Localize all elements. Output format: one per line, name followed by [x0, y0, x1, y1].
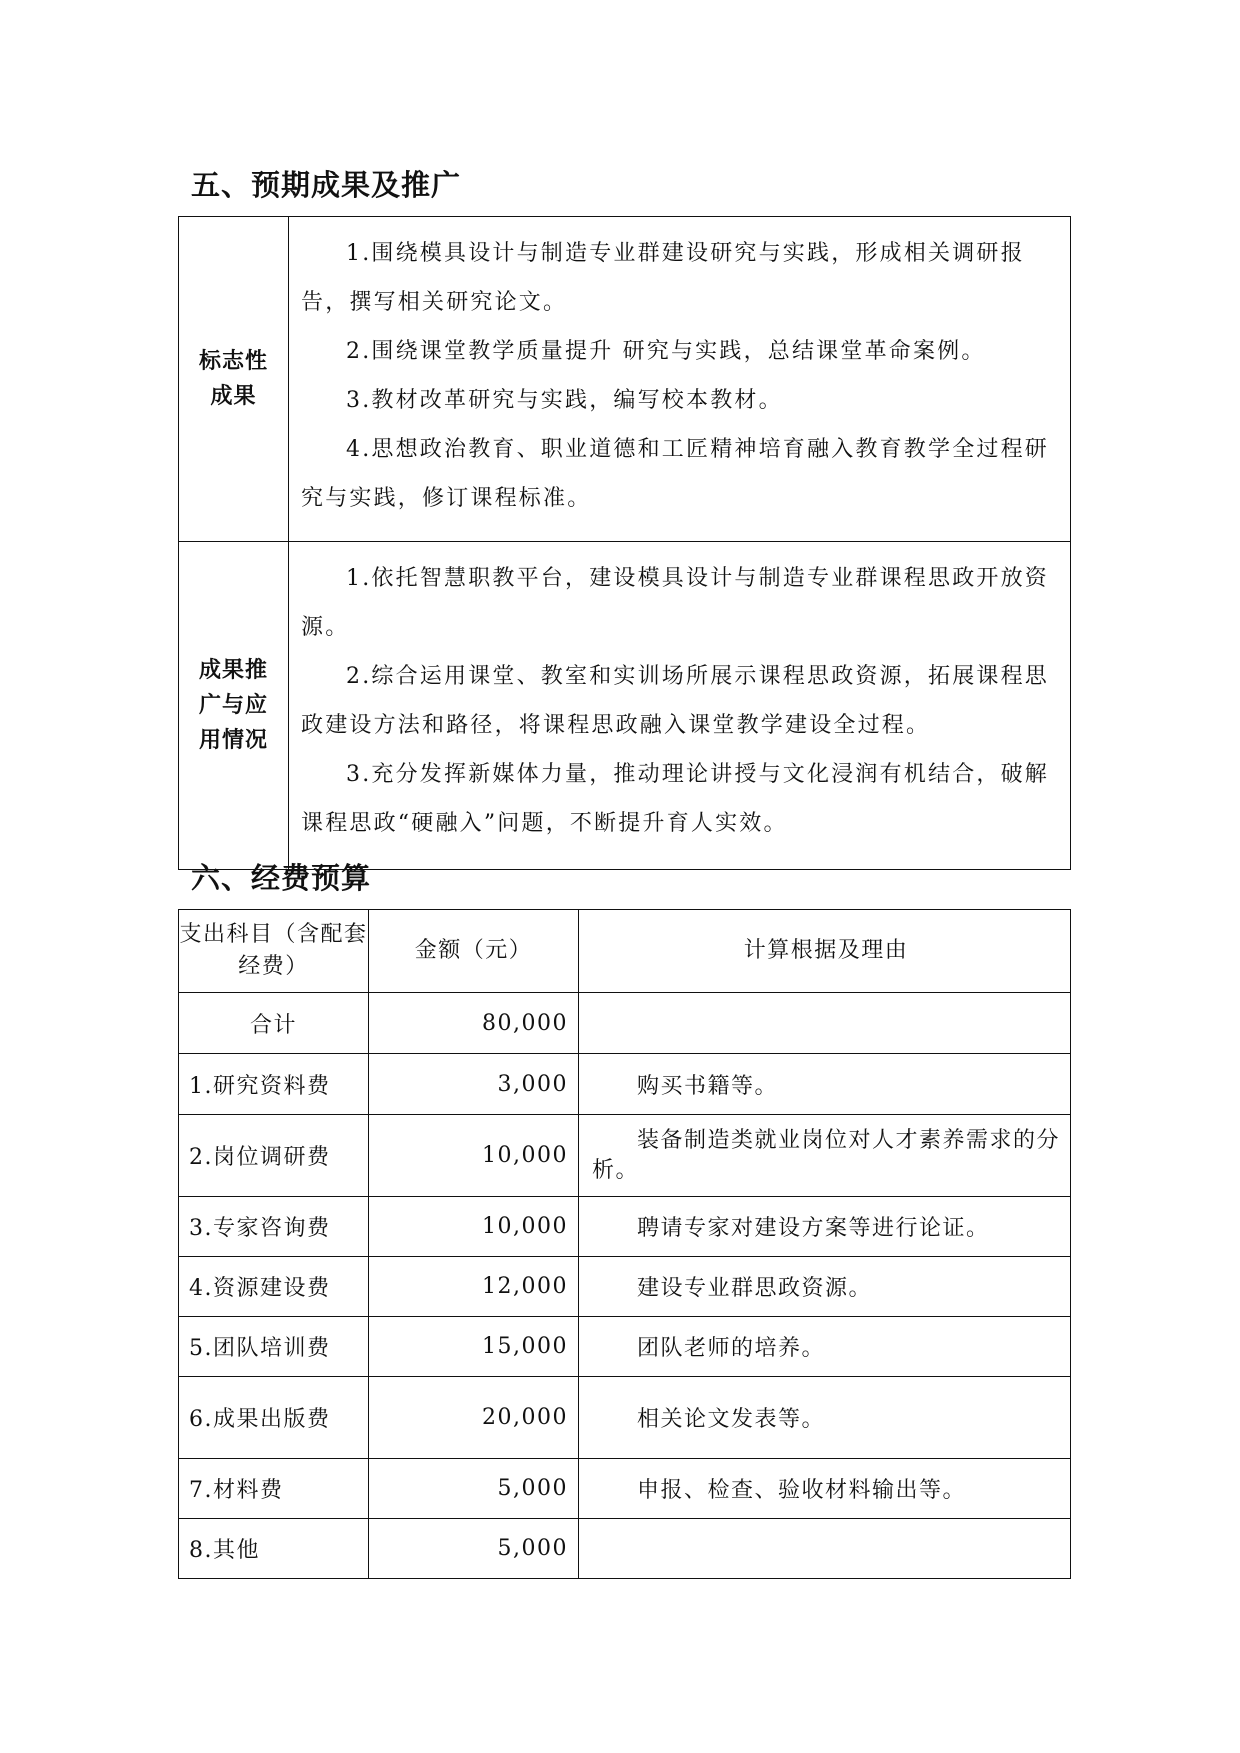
total-reason	[579, 993, 1071, 1054]
table-row	[179, 1257, 1071, 1317]
row-reason: 相关论文发表等。	[579, 1377, 1071, 1459]
landmark-row	[179, 217, 1071, 542]
row-item: 5.团队培训费	[179, 1317, 369, 1377]
row-item: 7.材料费	[179, 1459, 369, 1519]
table-row	[179, 1519, 1071, 1579]
row-reason: 申报、检查、验收材料输出等。	[579, 1459, 1071, 1519]
row-amount: 5,000	[369, 1519, 579, 1579]
row-reason: 建设专业群思政资源。	[579, 1257, 1071, 1317]
table-row	[179, 1317, 1071, 1377]
section-heading-outcomes: 五、预期成果及推广	[191, 168, 462, 202]
table-row	[179, 1054, 1071, 1115]
budget-header-row	[179, 910, 1071, 993]
outcomes-table	[178, 216, 1071, 870]
landmark-content	[289, 217, 1071, 542]
row-amount: 12,000	[369, 1257, 579, 1317]
promotion-item: 2.综合运用课堂、教室和实训场所展示课程思政资源，拓展课程思政建设方法和路径，将课程思政融入课堂教学建设全过程。	[301, 664, 1049, 738]
budget-total-row	[179, 993, 1071, 1054]
total-amount: 80,000	[369, 993, 579, 1054]
row-reason: 团队老师的培养。	[579, 1317, 1071, 1377]
promotion-item: 3.充分发挥新媒体力量，推动理论讲授与文化浸润有机结合，破解课程思政“硬融入”问题，不断提升育人实效。	[301, 762, 1049, 836]
section-heading-budget: 六、经费预算	[191, 861, 372, 895]
table-row	[179, 1377, 1071, 1459]
row-reason: 购买书籍等。	[579, 1054, 1071, 1115]
row-amount: 3,000	[369, 1054, 579, 1115]
row-amount: 15,000	[369, 1317, 579, 1377]
total-label: 合计	[179, 993, 369, 1054]
landmark-label: 标志性 成果	[179, 217, 289, 542]
row-item: 4.资源建设费	[179, 1257, 369, 1317]
table-row	[179, 1197, 1071, 1257]
budget-table	[178, 909, 1071, 1579]
row-reason: 装备制造类就业岗位对人才素养需求的分析。	[579, 1115, 1071, 1197]
promotion-label: 成果推 广与应 用情况	[179, 542, 289, 870]
row-reason: 聘请专家对建设方案等进行论证。	[579, 1197, 1071, 1257]
row-item: 3.专家咨询费	[179, 1197, 369, 1257]
header-amount: 金额（元）	[369, 910, 579, 993]
header-reason: 计算根据及理由	[579, 910, 1071, 993]
row-item: 8.其他	[179, 1519, 369, 1579]
table-row	[179, 1115, 1071, 1197]
row-amount: 10,000	[369, 1115, 579, 1197]
promotion-item: 1.依托智慧职教平台，建设模具设计与制造专业群课程思政开放资源。	[301, 566, 1049, 640]
promotion-content	[289, 542, 1071, 870]
row-item: 1.研究资料费	[179, 1054, 369, 1115]
header-item: 支出科目（含配套经费）	[179, 910, 369, 993]
row-amount: 5,000	[369, 1459, 579, 1519]
row-item: 2.岗位调研费	[179, 1115, 369, 1197]
row-item: 6.成果出版费	[179, 1377, 369, 1459]
landmark-item: 1.围绕模具设计与制造专业群建设研究与实践，形成相关调研报告，撰写相关研究论文。	[301, 241, 1025, 315]
landmark-item: 3.教材改革研究与实践，编写校本教材。	[346, 388, 783, 413]
table-row	[179, 1459, 1071, 1519]
row-reason	[579, 1519, 1071, 1579]
promotion-row	[179, 542, 1071, 870]
row-amount: 20,000	[369, 1377, 579, 1459]
landmark-item: 2.围绕课堂教学质量提升 研究与实践，总结课堂革命案例。	[346, 339, 986, 364]
row-amount: 10,000	[369, 1197, 579, 1257]
landmark-item: 4.思想政治教育、职业道德和工匠精神培育融入教育教学全过程研究与实践，修订课程标准。	[301, 437, 1049, 511]
